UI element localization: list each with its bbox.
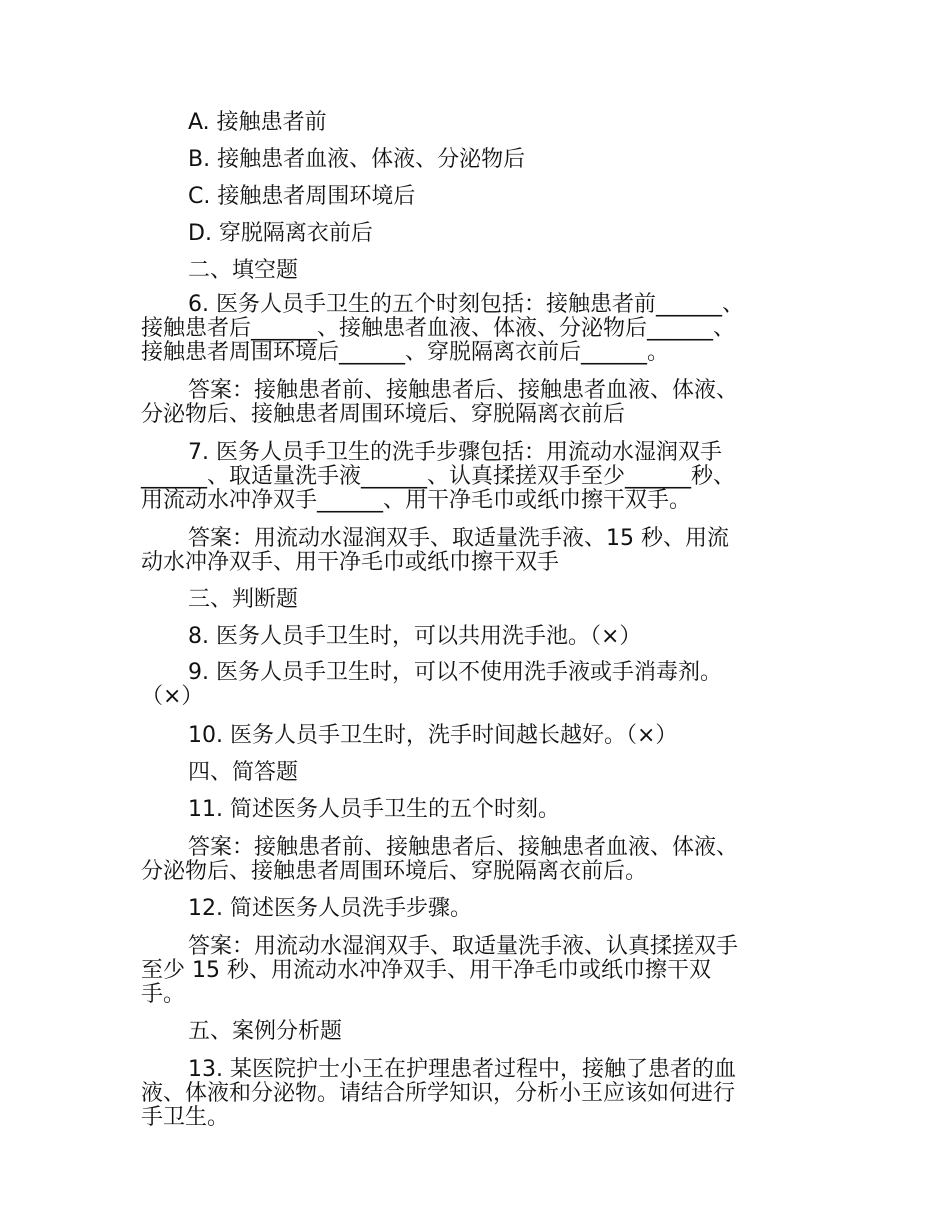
- option-b: B. 接触患者血液、体液、分泌物后: [188, 147, 526, 172]
- question-8: 8. 医务人员手卫生时，可以共用洗手池。（×）: [188, 624, 642, 649]
- answer-7-line-2: 动水冲净双手、用干净毛巾或纸巾擦干双手: [141, 550, 560, 575]
- answer-12-line-3: 手。: [141, 982, 186, 1007]
- section-heading-fill-blank: 二、填空题: [188, 258, 299, 283]
- question-7-line-2: ______、取适量洗手液______、认真揉搓双手至少______秒、: [141, 464, 736, 489]
- question-12: 12. 简述医务人员洗手步骤。: [188, 896, 472, 921]
- question-13-line-3: 手卫生。: [141, 1105, 230, 1130]
- option-d: D. 穿脱隔离衣前后: [188, 221, 373, 246]
- question-13: [141, 1058, 811, 1130]
- question-9: [141, 661, 811, 709]
- question-11: 11. 简述医务人员手卫生的五个时刻。: [188, 797, 560, 822]
- answer-6-line-1: 答案：接触患者前、接触患者后、接触患者血液、体液、: [188, 378, 739, 403]
- question-9-line-1: 9. 医务人员手卫生时，可以不使用洗手液或手消毒剂。: [188, 660, 722, 685]
- question-6: [141, 293, 811, 365]
- document-body: [141, 104, 811, 1130]
- question-10: 10. 医务人员手卫生时，洗手时间越长越好。（×）: [188, 723, 678, 748]
- question-6-line-2: 接触患者后______、接触患者血液、体液、分泌物后______、: [141, 316, 736, 341]
- question-13-line-2: 液、体液和分泌物。请结合所学知识，分析小王应该如何进行: [141, 1081, 736, 1106]
- answer-11-line-2: 分泌物后、接触患者周围环境后、穿脱隔离衣前后。: [141, 859, 648, 884]
- answer-6-line-2: 分泌物后、接触患者周围环境后、穿脱隔离衣前后: [141, 402, 626, 427]
- section-heading-short-answer: 四、简答题: [188, 760, 299, 785]
- answer-12: [141, 935, 811, 1007]
- question-6-line-1: 6. 医务人员手卫生的五个时刻包括：接触患者前______、: [188, 292, 744, 317]
- question-7: [141, 441, 811, 513]
- section-heading-case-analysis: 五、案例分析题: [188, 1019, 343, 1044]
- answer-11: [141, 836, 811, 884]
- answer-12-line-1: 答案：用流动水湿润双手、取适量洗手液、认真揉搓双手: [188, 934, 739, 959]
- answer-7-line-1: 答案：用流动水湿润双手、取适量洗手液、15 秒、用流: [188, 526, 729, 551]
- section-heading-true-false: 三、判断题: [188, 587, 299, 612]
- answer-7: [141, 527, 811, 575]
- option-a: A. 接触患者前: [188, 110, 327, 135]
- question-7-line-3: 用流动水冲净双手______、用干净毛巾或纸巾擦干双手。: [141, 488, 692, 513]
- answer-11-line-1: 答案：接触患者前、接触患者后、接触患者血液、体液、: [188, 835, 739, 860]
- answer-6: [141, 379, 811, 427]
- question-9-line-2: （×）: [141, 684, 204, 709]
- question-7-line-1: 7. 医务人员手卫生的洗手步骤包括：用流动水湿润双手: [188, 440, 722, 465]
- answer-12-line-2: 至少 15 秒、用流动水冲净双手、用干净毛巾或纸巾擦干双: [141, 958, 711, 983]
- option-c: C. 接触患者周围环境后: [188, 184, 416, 209]
- question-6-line-3: 接触患者周围环境后______、穿脱隔离衣前后______。: [141, 340, 670, 365]
- question-13-line-1: 13. 某医院护士小王在护理患者过程中，接触了患者的血: [188, 1057, 736, 1082]
